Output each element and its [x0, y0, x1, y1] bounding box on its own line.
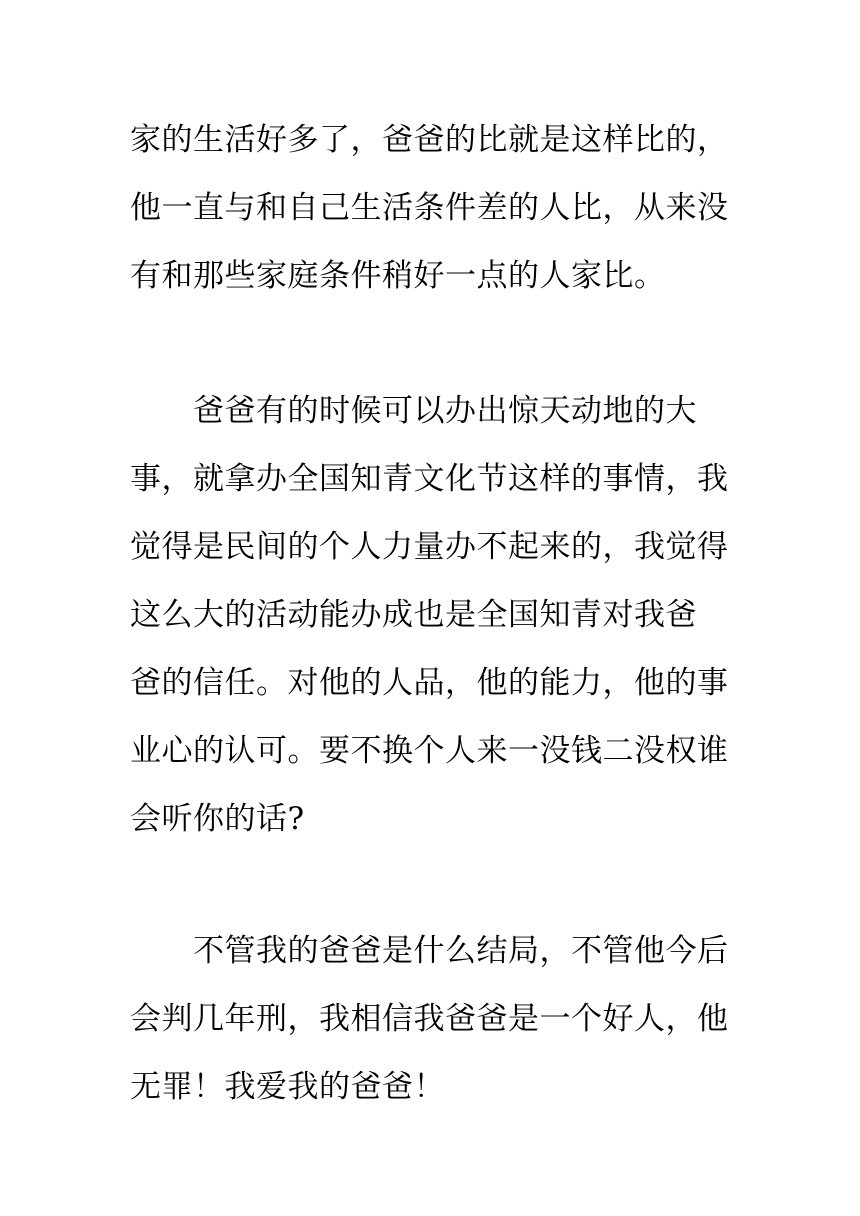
paragraph-line: 业心的认可。要不换个人来一没钱二没权谁 [130, 733, 729, 769]
paragraph-line: 无罪！我爱我的爸爸！ [130, 1069, 445, 1105]
paragraph-line: 爸的信任。对他的人品，他的能力，他的事 [130, 665, 729, 701]
paragraph-line: 事，就拿办全国知青文化节这样的事情，我 [130, 461, 729, 497]
paragraph-line: 会听你的话? [130, 801, 305, 837]
paragraph-line: 他一直与和自己生活条件差的人比，从来没 [130, 190, 729, 226]
paragraph-line: 爸爸有的时候可以办出惊天动地的大 [130, 393, 697, 429]
paragraph-line: 会判几年刑，我相信我爸爸是一个好人，他 [130, 1001, 729, 1037]
paragraph-line: 不管我的爸爸是什么结局，不管他今后 [130, 933, 729, 969]
paragraph-line: 家的生活好多了，爸爸的比就是这样比的， [130, 122, 729, 158]
paragraph-line: 有和那些家庭条件稍好一点的人家比。 [130, 258, 666, 294]
paragraph-line: 这么大的活动能办成也是全国知青对我爸 [130, 597, 697, 633]
paragraph-line: 觉得是民间的个人力量办不起来的，我觉得 [130, 529, 729, 565]
